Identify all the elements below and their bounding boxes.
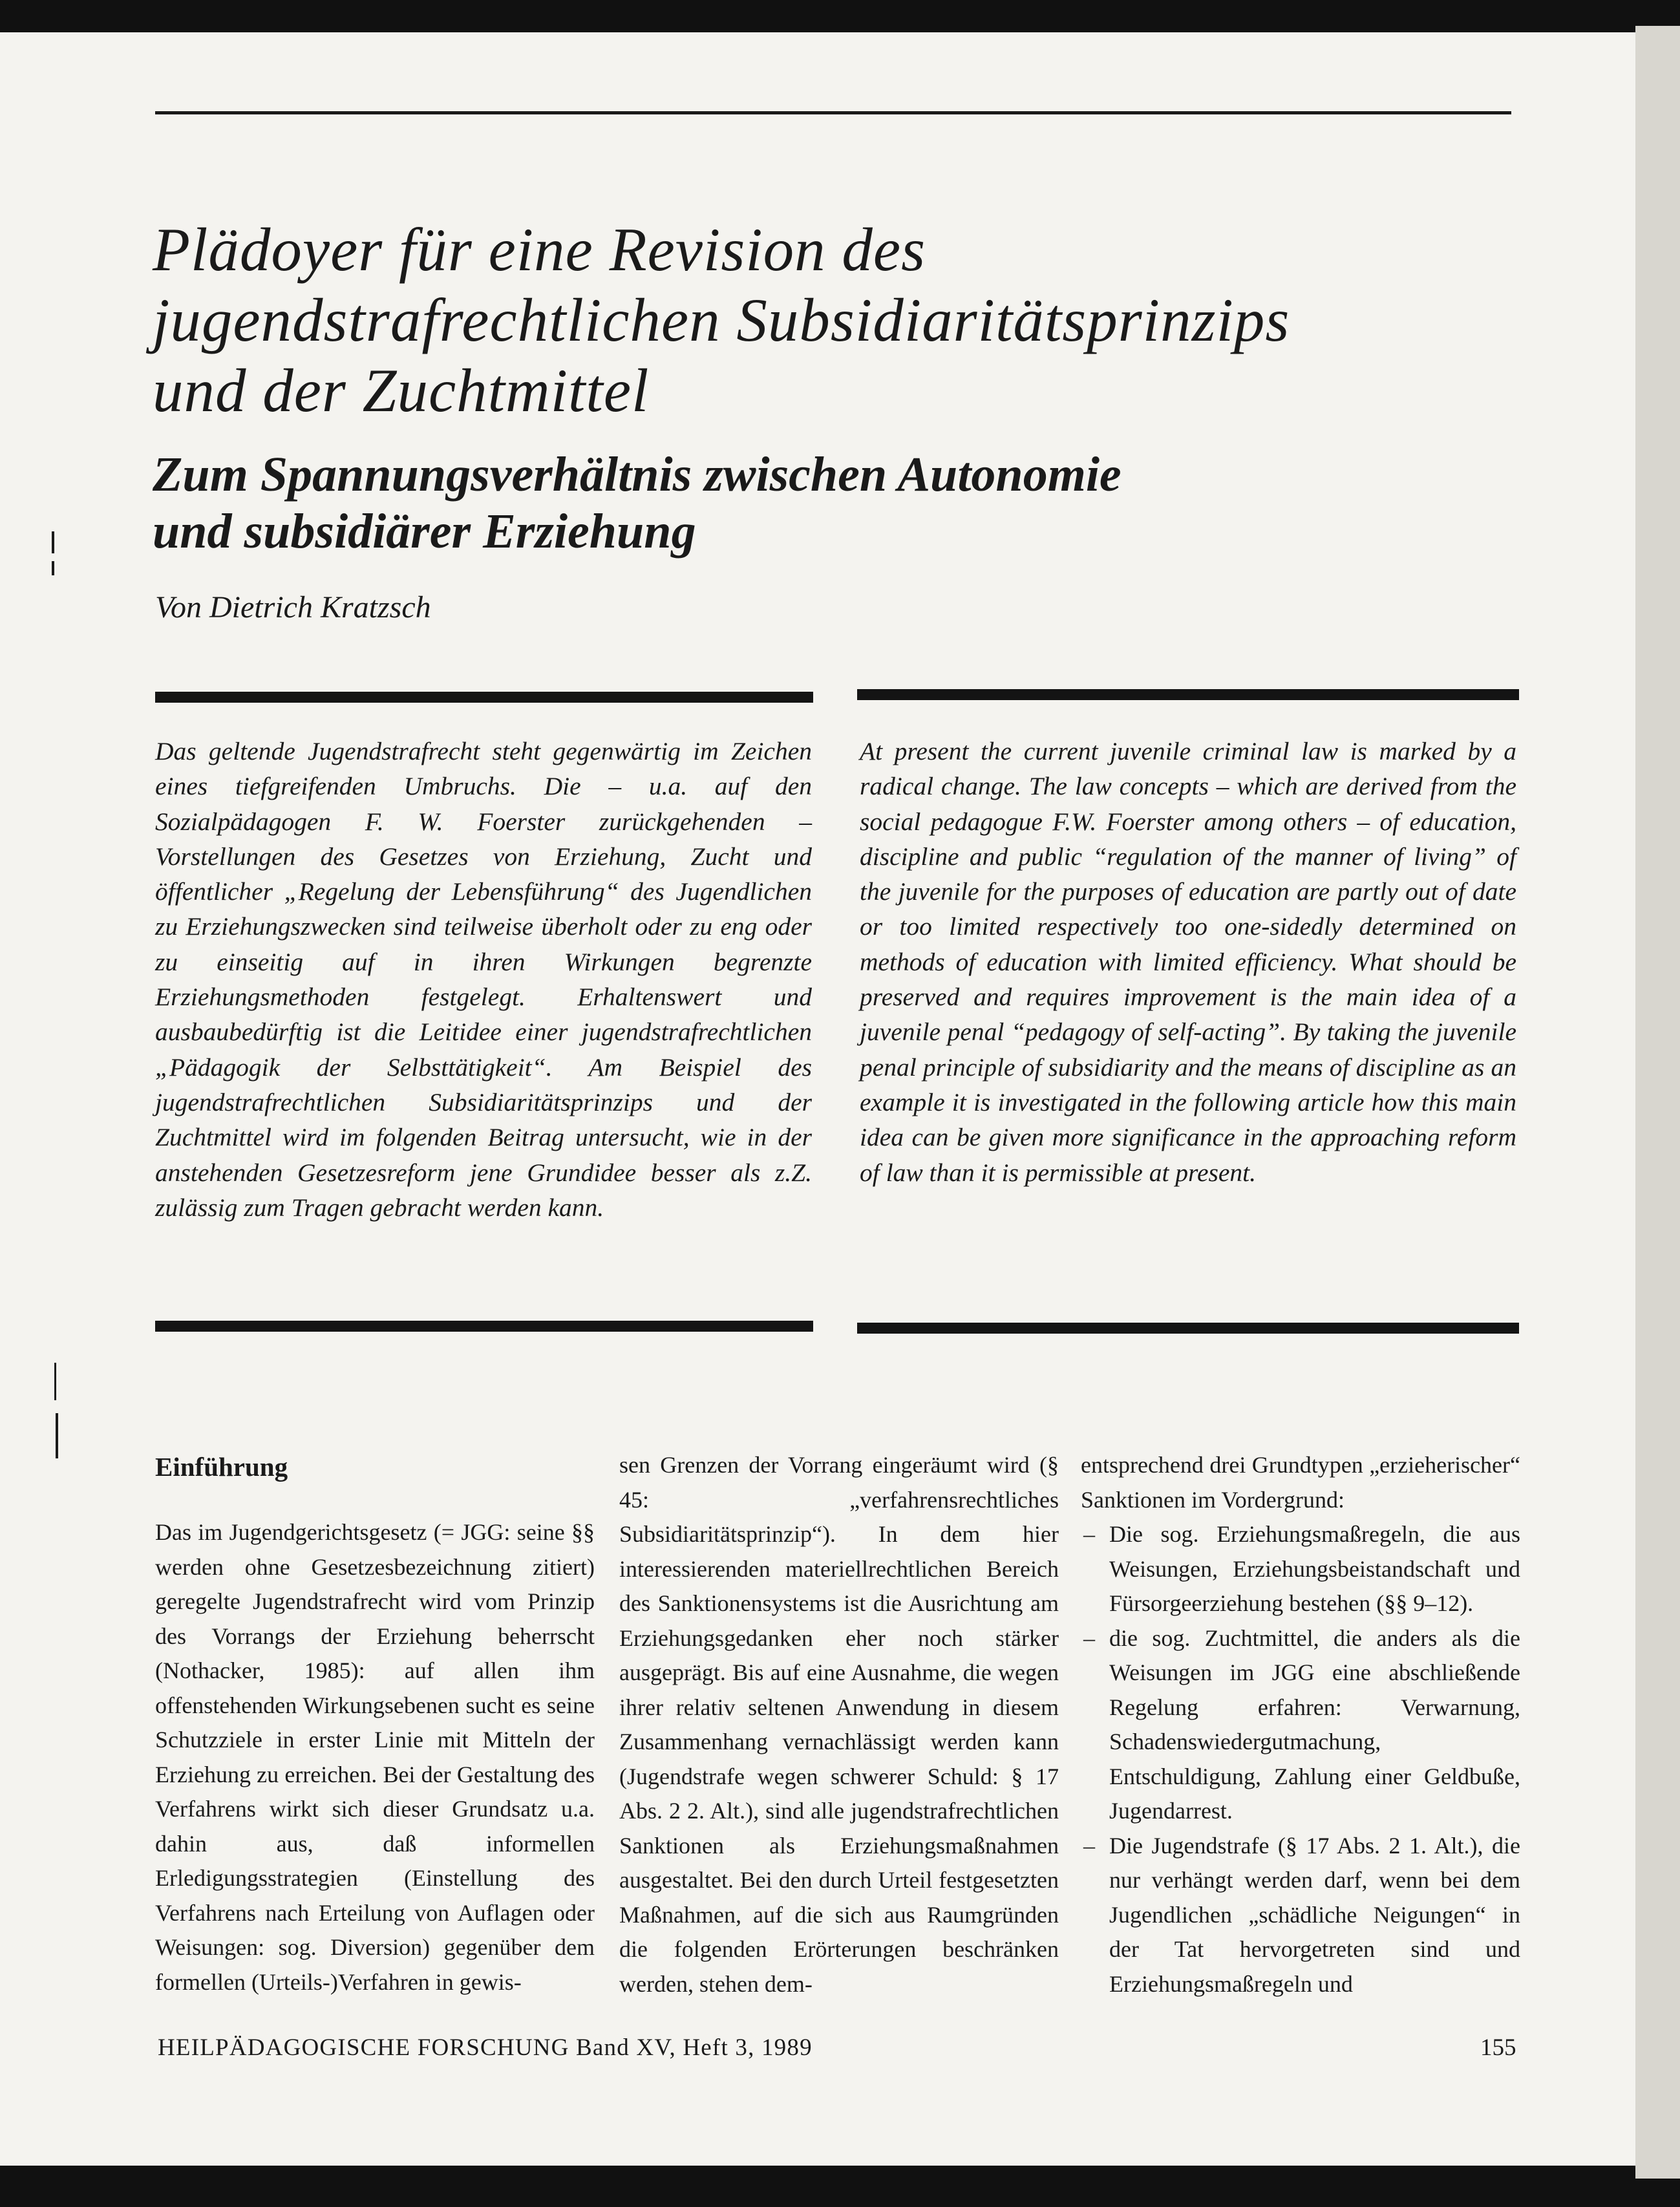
sanction-type-list [1081,1517,1520,2001]
article-subtitle [153,446,1510,560]
list-item: – Die sog. Erziehungsmaßregeln, die aus Weisungen, Erziehungsbeistandschaft und Fürsorgeerziehung bestehen (§§ 9–12). [1081,1517,1520,1621]
title-line: Plädoyer für eine Revision des [153,215,926,284]
title-line: jugendstrafrechtlichen Subsidiaritätsprinzips [153,286,1290,354]
abstract-bottom-bar-left [155,1321,813,1332]
margin-mark [56,1413,58,1458]
section-heading: Einführung [155,1452,288,1482]
journal-footer: HEILPÄDAGOGISCHE FORSCHUNG Band XV, Heft 3, 1989 [158,2034,813,2061]
abstract-top-bar-right [857,689,1519,700]
article-title [153,215,1510,426]
abstract-top-bar-left [155,692,813,703]
list-item: – die sog. Zuchtmittel, die anders als die Weisungen im JGG eine abschließende Regelung erfahren: Verwarnung, Schadenswiedergutmachung, Entschuldigung, Zahlung einer Geldbuße, Jugendarrest. [1081,1621,1520,1829]
page-number: 155 [1480,2034,1516,2061]
margin-mark [52,561,54,575]
list-item: – Die Jugendstrafe (§ 17 Abs. 2 1. Alt.), die nur verhängt werden darf, wenn bei dem Jugendlichen „schädliche Neigungen“ in der Tat hervorgetreten sind und Erziehungsmaßregeln und [1081,1829,1520,2002]
body-column-1: Das im Jugendgerichtsgesetz (= JGG: seine §§ werden ohne Gesetzesbezeichnung zitiert) geregelte Jugendstrafrecht wird vom Prinzip des Vorrangs der Erziehung beherrscht (Nothacker, 1985): auf allen ihm offenstehenden Wirkungsebenen sucht es seine Schutzziele in erster Linie mit Mitteln der Erziehung zu erreichen. Bei der Gestaltung des Verfahrens wirkt sich dieser Grundsatz u.a. dahin aus, daß informellen Erledigungsstrategien (Einstellung des Verfahrens nach Erteilung von Auflagen oder Weisungen: sog. Diversion) gegenüber dem formellen (Urteils-)Verfahren in gewis- [155,1519,595,1995]
subtitle-line: Zum Spannungsverhältnis zwischen Autonomie [153,447,1122,502]
author-byline: Von Dietrich Kratzsch [155,590,431,624]
column-3-intro: entsprechend drei Grundtypen „erzieherischer“ Sanktionen im Vordergrund: [1081,1452,1520,1513]
scan-edge [1635,26,1680,2179]
body-column-2: sen Grenzen der Vorrang eingeräumt wird (§ 45: „verfahrensrechtliches Subsidiaritätsprinzip“). In dem hier interessierenden materiellrechtlichen Bereich des Sanktionensystems ist die Ausrichtung am Erziehungsgedanken eher noch stärker ausgeprägt. Bis auf eine Ausnahme, die wegen ihrer relativ seltenen Anwendung in diesem Zusammenhang vernachlässigt werden kann (Jugendstrafe wegen schwerer Schuld: § 17 Abs. 2 2. Alt.), sind alle jugendstrafrechtlichen Sanktionen als Erziehungsmaßnahmen ausgestaltet. Bei den durch Urteil festgesetzten Maßnahmen, auf die sich aus Raumgründen die folgenden Erörterungen beschränken werden, stehen dem- [619,1452,1059,1997]
abstract-german: Das geltende Jugendstrafrecht steht gegenwärtig im Zeichen eines tiefgreifenden Umbruchs. Die – u.a. auf den Sozialpädagogen F. W. Foerster zurückgehenden – Vorstellungen des Gesetzes von Erziehung, Zucht und öffentlicher „Regelung der Lebensführung“ des Jugendlichen zu Erziehungszwecken sind teilweise überholt oder zu eng oder zu einseitig auf in ihren Wirkungen begrenzte Erziehungsmethoden festgelegt. Erhaltenswert und ausbaubedürftig ist die Leitidee einer jugendstrafrechtlichen „Pädagogik der Selbsttätigkeit“. Am Beispiel des jugendstrafrechtlichen Subsidiaritätsprinzips und der Zuchtmittel wird im folgenden Beitrag untersucht, wie in der anstehenden Gesetzesreform jene Grundidee besser als z.Z. zulässig zum Tragen gebracht werden kann. [155,737,812,1222]
title-line: und der Zuchtmittel [153,356,650,425]
subtitle-line: und subsidiärer Erziehung [153,504,696,559]
margin-mark [54,1363,56,1400]
header-rule [155,111,1511,114]
body-column-3 [1081,1448,1520,2001]
abstract-bottom-bar-right [857,1323,1519,1334]
margin-mark [52,531,54,553]
abstract-english: At present the current juvenile criminal law is marked by a radical change. The law concepts – which are derived from the social pedagogue F.W. Foerster among others – of education, discipline and public “regulation of the manner of living” of the juvenile for the purposes of education are partly out of date or too limited respectively too one-sidedly determined on methods of education with limited efficiency. What should be preserved and requires improvement is the main idea of a juvenile penal “pedagogy of self-acting”. By taking the juvenile penal principle of subsidiarity and the means of discipline as an example it is investigated in the following article how this main idea can be given more significance in the approaching reform of law than it is permissible at present. [860,737,1516,1187]
